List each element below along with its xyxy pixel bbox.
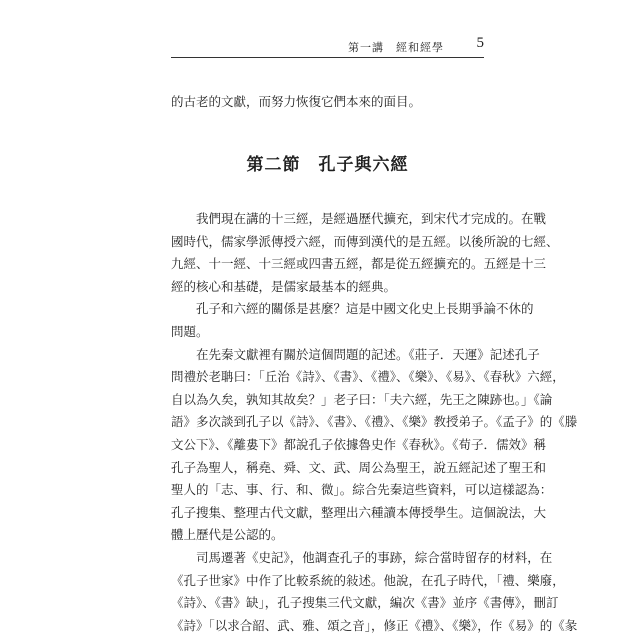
- paragraph-line: 我們現在講的十三經，是經過歷代擴充，到宋代才完成的。在戰: [196, 211, 547, 226]
- paragraph-line: 經的核心和基礎，是儒家最基本的經典。: [171, 278, 397, 294]
- paragraph-line: 孔子為聖人，稱堯、舜、文、武、周公為聖王，說五經記述了聖王和: [171, 459, 547, 475]
- paragraph-line: 司馬遷著《史記》，他調查孔子的事跡，綜合當時留存的材料，在: [196, 549, 553, 565]
- paragraph-line: 《孔子世家》中作了比較系統的敍述。他說，在孔子時代，「禮、樂廢，: [171, 572, 565, 588]
- paragraph-line: 問題。: [171, 323, 209, 339]
- paragraph-line: 聖人的「志、事、行、和、微」。綜合先秦這些資料，可以這樣認為：: [171, 482, 553, 498]
- paragraph-line: 孔子和六經的關係是甚麼？這是中國文化史上長期爭論不休的: [196, 301, 534, 317]
- intro-line: 的古老的文獻，而努力恢復它們本來的面目。: [171, 94, 422, 109]
- paragraph-line: 自以為久矣，孰知其故矣？」老子曰：「夫六經，先王之陳跡也。」《論: [171, 391, 553, 407]
- page-header: [171, 34, 484, 58]
- paragraph-line: 孔子搜集、整理古代文獻，整理出六種讀本傳授學生。這個說法，大: [171, 504, 547, 520]
- paragraph-line: 文公下》、《離婁下》都說孔子依據魯史作《春秋》。《荀子．儒效》稱: [171, 436, 547, 452]
- section-number: 第二節: [246, 155, 301, 175]
- paragraph-line: 在先秦文獻裡有關於這個問題的記述。《莊子．天運》記述孔子: [196, 346, 540, 362]
- paragraph: [171, 547, 578, 637]
- paragraph-line: 體上歷代是公認的。: [171, 527, 284, 543]
- paragraph: [171, 344, 578, 547]
- paragraph-line: 問禮於老聃曰：「丘治《詩》、《書》、《禮》、《樂》、《易》、《春秋》六經，: [171, 369, 565, 385]
- section-title: [171, 150, 484, 175]
- paragraph-line: 《詩》、《書》缺」，孔子搜集三代文獻，編次《書》並序《書傳》，刪訂: [171, 595, 559, 611]
- paragraph: [171, 208, 559, 298]
- running-head: 第一講 經和經學: [348, 41, 444, 54]
- paragraph-line: 國時代，儒家學派傳授六經，而傳到漢代的是五經。以後所說的七經、: [171, 233, 559, 249]
- paragraph-line: 語》多次談到孔子以《詩》、《書》、《禮》、《樂》教授弟子。《孟子》的《滕: [171, 414, 578, 430]
- paragraph: [171, 298, 534, 343]
- paragraph-line: 九經、十一經、十三經或四書五經，都是從五經擴充的。五經是十三: [171, 256, 547, 272]
- body-text: [171, 208, 578, 637]
- paragraph-line: 《詩》「以求合韶、武、雅、頌之音」，修正《禮》、《樂》，作《易》的《彖: [171, 617, 578, 633]
- page-number: 5: [476, 35, 484, 51]
- header-rule: [171, 57, 484, 58]
- section-title-text: 孔子與六經: [318, 155, 409, 175]
